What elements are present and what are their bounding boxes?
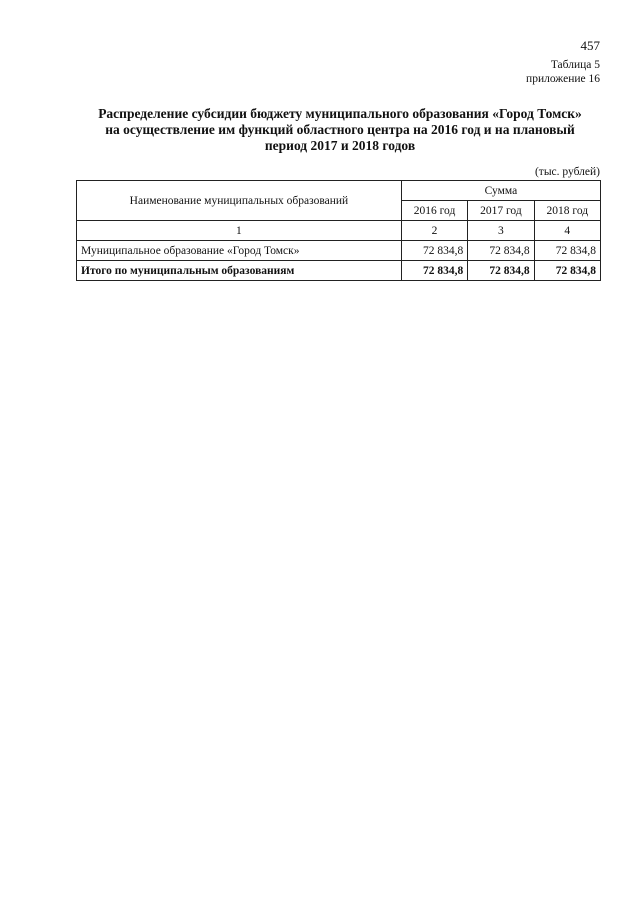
header-row [77,181,601,201]
table-caption [526,58,600,86]
title-line-2: на осуществление им функций областного центра на 2016 год и на плановый [105,122,575,137]
year-header-2018: 2018 год [534,201,600,221]
value-2017: 72 834,8 [468,241,534,261]
sum-column-header: Сумма [401,181,600,201]
title-line-1: Распределение субсидии бюджету муниципального образования «Город Томск» [98,106,582,121]
total-2016: 72 834,8 [401,261,467,281]
municipality-name: Муниципальное образование «Город Томск» [77,241,402,261]
table-label: Таблица 5 [550,59,600,71]
total-2018: 72 834,8 [534,261,600,281]
units-note: (тыс. рублей) [534,166,600,178]
column-number-3: 3 [468,221,534,241]
column-number-4: 4 [534,221,600,241]
document-title [70,106,610,154]
total-row [77,261,601,281]
value-2018: 72 834,8 [534,241,600,261]
page-number: 457 [580,38,600,53]
value-2016: 72 834,8 [401,241,467,261]
column-number-row [77,221,601,241]
subsidy-table [76,180,601,281]
total-label: Итого по муниципальным образованиям [77,261,402,281]
title-line-3: период 2017 и 2018 годов [264,138,416,153]
year-header-2017: 2017 год [468,201,534,221]
table-row [77,241,601,261]
column-number-2: 2 [401,221,467,241]
name-column-header: Наименование муниципальных образований [77,181,402,221]
total-2017: 72 834,8 [468,261,534,281]
year-header-2016: 2016 год [401,201,467,221]
column-number-1: 1 [77,221,402,241]
appendix-label: приложение 16 [526,73,600,85]
